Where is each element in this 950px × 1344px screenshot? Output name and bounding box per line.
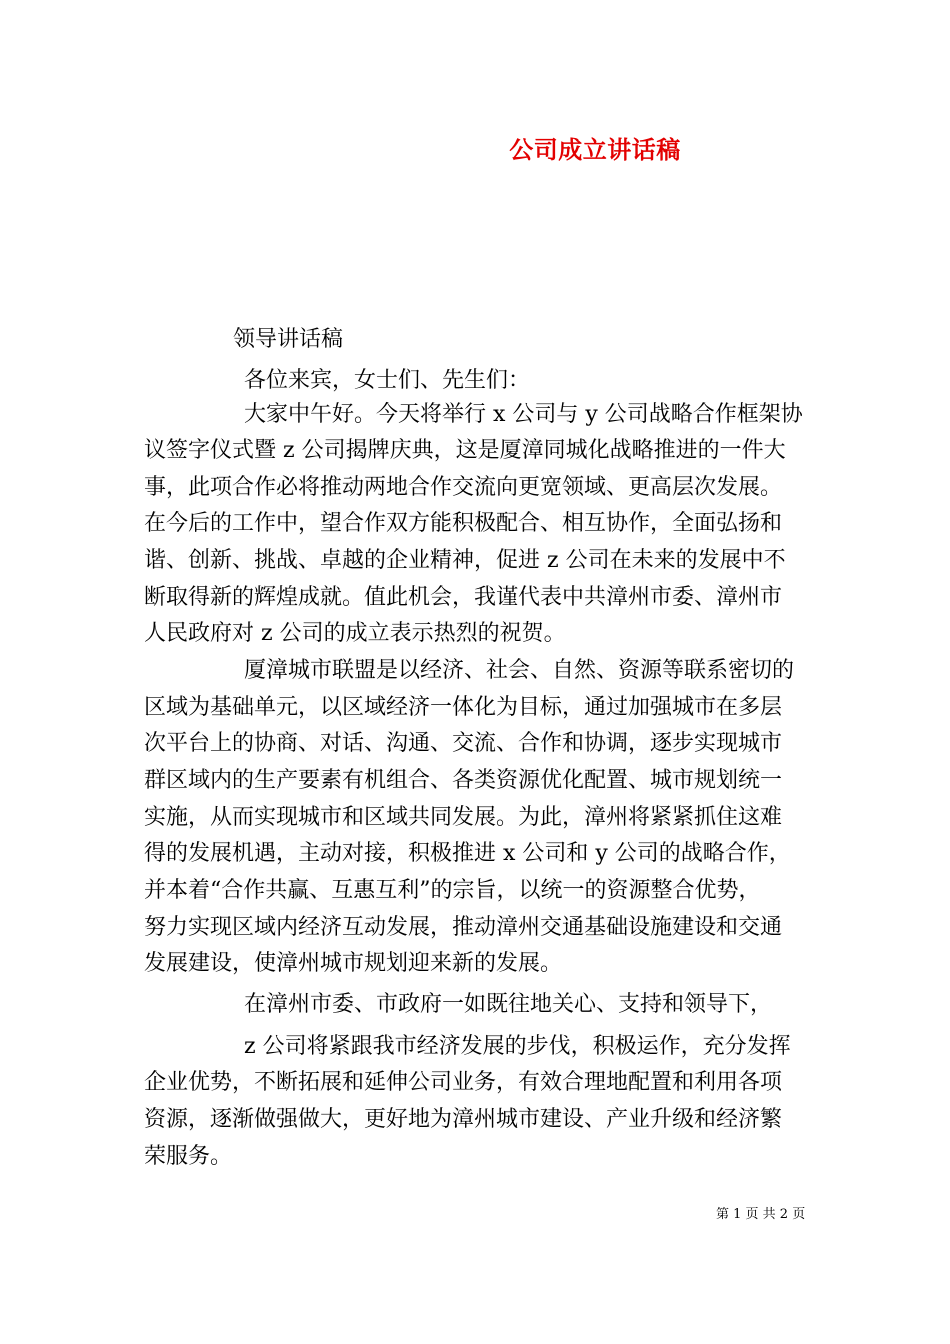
paragraph-line: 人民政府对 z 公司的成立表示热烈的祝贺。 — [144, 621, 566, 646]
paragraph-line: z 公司将紧跟我市经济发展的步伐，积极运作，充分发挥 — [244, 1034, 791, 1059]
salutation: 各位来宾，女士们、先生们： — [244, 368, 531, 393]
paragraph-line: 在今后的工作中，望合作双方能积极配合、相互协作，全面弘扬和 — [144, 511, 783, 536]
paragraph-line: 在漳州市委、市政府一如既往地关心、支持和领导下， — [244, 992, 773, 1017]
page-number: 第 1 页 共 2 页 — [716, 1207, 806, 1222]
paragraph-line: 荣服务。 — [144, 1144, 233, 1169]
paragraph-line: 区域为基础单元，以区域经济一体化为目标，通过加强城市在多层 — [144, 695, 783, 720]
paragraph-line: 议签字仪式暨 z 公司揭牌庆典，这是厦漳同城化战略推进的一件大 — [144, 438, 786, 463]
paragraph-line: 实施，从而实现城市和区域共同发展。为此，漳州将紧紧抓住这难 — [144, 805, 783, 830]
document-title: 公司成立讲话稿 — [509, 135, 681, 164]
paragraph-line: 并本着“合作共赢、互惠互利”的宗旨，以统一的资源整合优势， — [144, 878, 761, 903]
paragraph-line: 谐、创新、挑战、卓越的企业精神，促进 z 公司在未来的发展中不 — [144, 548, 786, 573]
paragraph-line: 厦漳城市联盟是以经济、社会、自然、资源等联系密切的 — [244, 658, 795, 683]
paragraph-line: 企业优势，不断拓展和延伸公司业务，有效合理地配置和利用各项 — [144, 1070, 783, 1095]
paragraph-line: 努力实现区域内经济互动发展，推动漳州交通基础设施建设和交通 — [144, 915, 783, 940]
paragraph-line: 资源，逐渐做强做大，更好地为漳州城市建设、产业升级和经济繁 — [144, 1107, 783, 1132]
paragraph-line: 群区域内的生产要素有机组合、各类资源优化配置、城市规划统一 — [144, 768, 783, 793]
paragraph-line: 大家中午好。今天将举行 x 公司与 y 公司战略合作框架协 — [244, 402, 803, 427]
paragraph-line: 次平台上的协商、对话、沟通、交流、合作和协调，逐步实现城市 — [144, 731, 783, 756]
paragraph-line: 得的发展机遇，主动对接，积极推进 x 公司和 y 公司的战略合作， — [144, 841, 791, 866]
section-heading: 领导讲话稿 — [233, 327, 344, 352]
paragraph-line: 断取得新的辉煌成就。值此机会，我谨代表中共漳州市委、漳州市 — [144, 585, 783, 610]
paragraph-line: 发展建设，使漳州城市规划迎来新的发展。 — [144, 951, 563, 976]
paragraph-line: 事，此项合作必将推动两地合作交流向更宽领域、更高层次发展。 — [144, 475, 783, 500]
